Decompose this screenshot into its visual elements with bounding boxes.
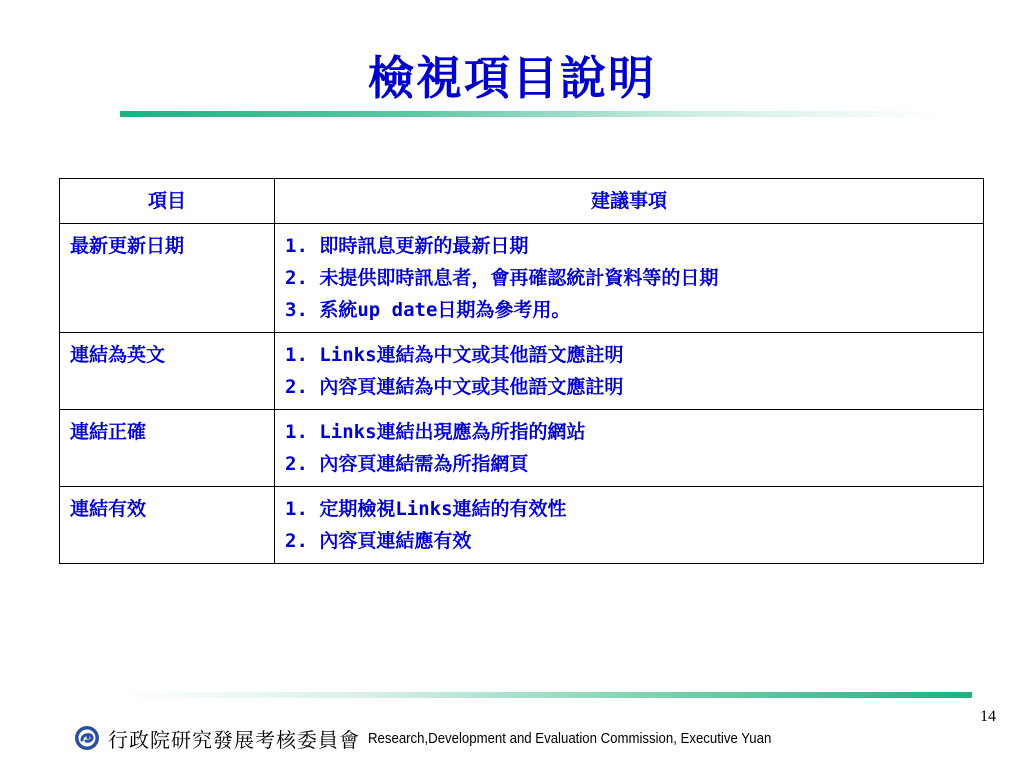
table-row	[60, 333, 984, 410]
table-row	[60, 224, 984, 333]
table-row	[60, 410, 984, 487]
slide-title: 檢視項目說明	[368, 51, 656, 105]
suggestion-line: 1. Links連結為中文或其他語文應註明	[285, 344, 624, 366]
row-item-label: 最新更新日期	[60, 224, 275, 333]
row-item-label: 連結為英文	[60, 333, 275, 410]
row-suggestions	[275, 410, 984, 487]
org-name-english: Research,Development and Evaluation Commission, Executive Yuan	[368, 729, 772, 747]
suggestion-line: 1. 即時訊息更新的最新日期	[285, 235, 529, 257]
org-name-chinese: 行政院研究發展考核委員會	[108, 727, 360, 752]
suggestion-line: 3. 系統up date日期為參考用。	[285, 299, 571, 321]
row-suggestions	[275, 487, 984, 564]
suggestion-line: 2. 內容頁連結為中文或其他語文應註明	[285, 376, 624, 398]
row-item-label: 連結正確	[60, 410, 275, 487]
row-suggestions	[275, 333, 984, 410]
title-divider	[120, 111, 940, 117]
review-items-table	[59, 178, 984, 564]
page-number: 14	[980, 708, 996, 725]
table-header-row	[60, 179, 984, 224]
header-item: 項目	[60, 179, 275, 224]
suggestion-line: 2. 內容頁連結需為所指網頁	[285, 453, 529, 475]
suggestion-line: 2. 未提供即時訊息者，會再確認統計資料等的日期	[285, 267, 719, 289]
table-row	[60, 487, 984, 564]
footer-divider	[120, 692, 972, 698]
row-suggestions	[275, 224, 984, 333]
suggestion-line: 1. Links連結出現應為所指的網站	[285, 421, 586, 443]
header-suggestions: 建議事項	[275, 179, 984, 224]
footer-branding	[74, 723, 826, 753]
rdec-logo-icon	[74, 725, 100, 751]
suggestion-line: 2. 內容頁連結應有效	[285, 530, 472, 552]
row-item-label: 連結有效	[60, 487, 275, 564]
suggestion-line: 1. 定期檢視Links連結的有效性	[285, 498, 567, 520]
